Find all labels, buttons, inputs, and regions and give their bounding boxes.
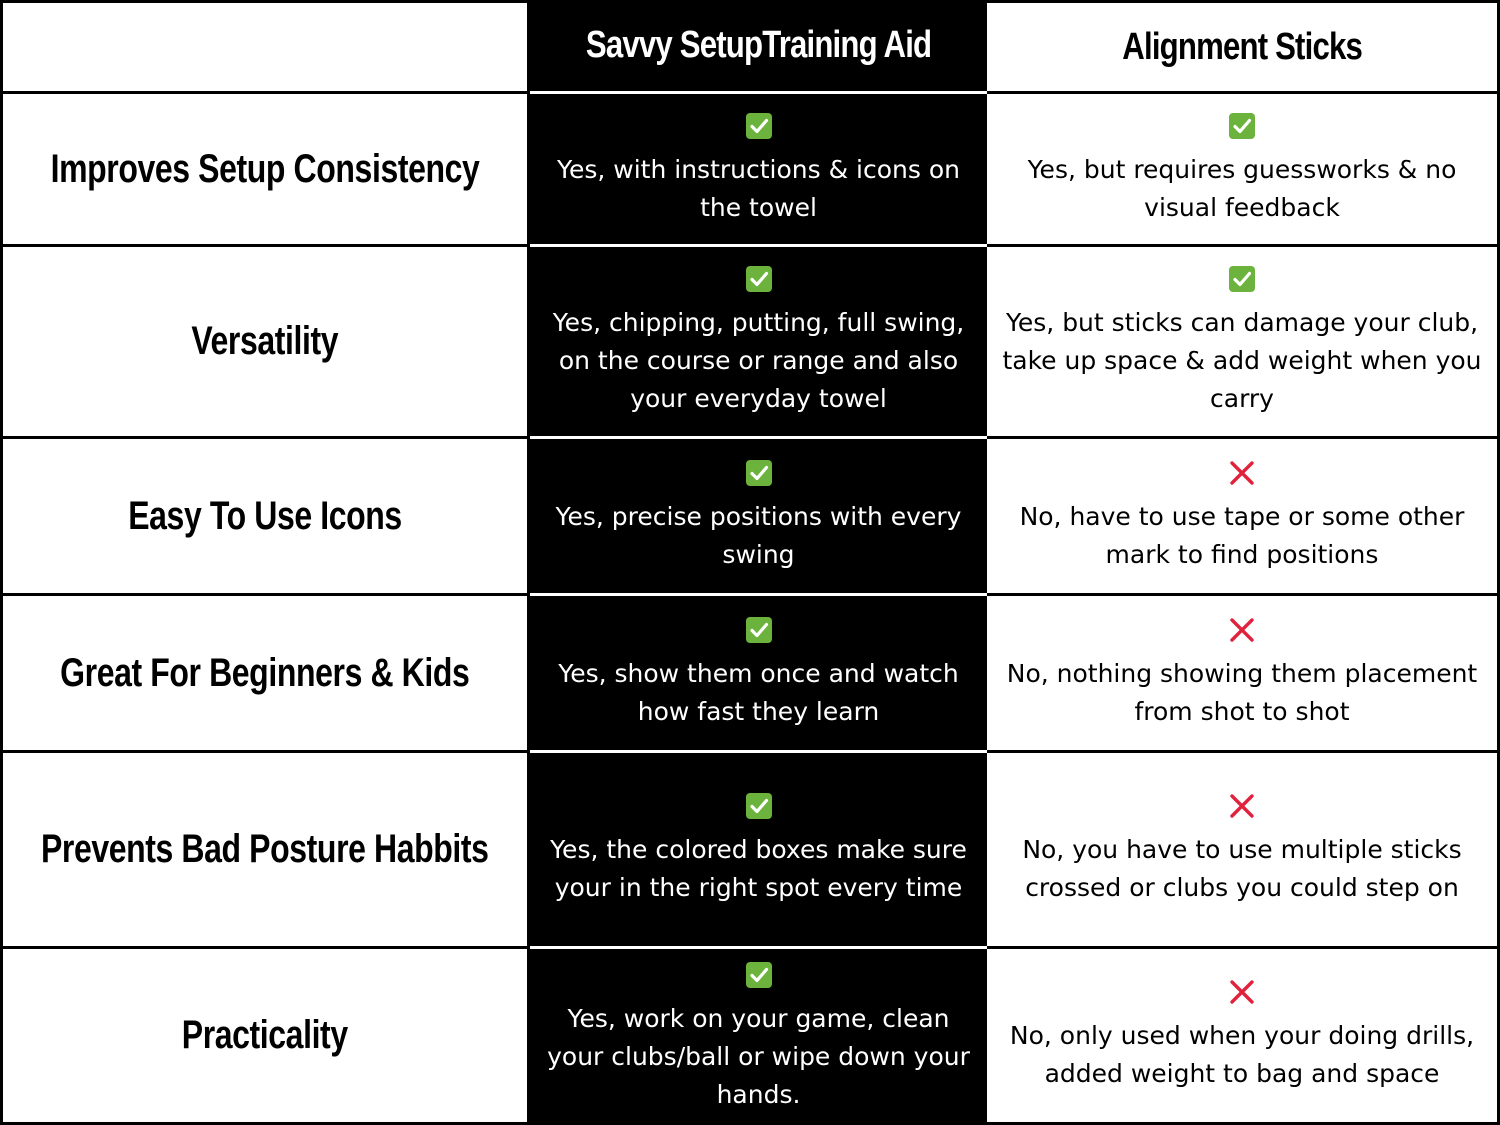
sticks-cell xyxy=(987,750,1500,946)
row-label: Improves Setup Consistency xyxy=(50,146,480,191)
check-icon xyxy=(1228,265,1256,298)
row-label-cell xyxy=(0,244,530,436)
sticks-text: No, have to use tape or some other mark to find positions xyxy=(1019,501,1465,569)
check-icon xyxy=(745,616,773,649)
savvy-cell xyxy=(530,436,987,593)
check-icon xyxy=(745,459,773,492)
sticks-cell xyxy=(987,91,1500,244)
sticks-cell xyxy=(987,593,1500,750)
row-label: Easy To Use Icons xyxy=(128,493,402,538)
sticks-cell xyxy=(987,244,1500,436)
sticks-cell xyxy=(987,436,1500,593)
savvy-text: Yes, chipping, putting, full swing, on the course or range and also your everyday towel xyxy=(552,308,965,413)
row-label-cell xyxy=(0,946,530,1125)
savvy-text: Yes, show them once and watch how fast they learn xyxy=(558,658,959,726)
check-icon xyxy=(1228,112,1256,145)
savvy-cell xyxy=(530,593,987,750)
cross-icon xyxy=(1228,616,1256,649)
sticks-cell xyxy=(987,946,1500,1125)
row-label-cell xyxy=(0,593,530,750)
cross-icon xyxy=(1228,459,1256,492)
savvy-cell xyxy=(530,946,987,1125)
sticks-text: Yes, but requires guessworks & no visual feedback xyxy=(1027,154,1457,222)
row-label: Practicality xyxy=(182,1013,348,1057)
check-icon xyxy=(745,265,773,298)
cross-icon xyxy=(1228,978,1256,1011)
savvy-cell xyxy=(530,750,987,946)
savvy-cell xyxy=(530,91,987,244)
savvy-text: Yes, with instructions & icons on the towel xyxy=(557,154,960,222)
sticks-text: No, nothing showing them placement from shot to shot xyxy=(1006,658,1478,726)
header-savvy-title: Savvy SetupTraining Aid xyxy=(585,24,932,66)
savvy-cell xyxy=(530,244,987,436)
row-label-cell xyxy=(0,91,530,244)
header-sticks-cell xyxy=(987,0,1500,91)
header-savvy-cell xyxy=(530,0,987,91)
check-icon xyxy=(745,961,773,994)
sticks-text: No, only used when your doing drills, added weight to bag and space xyxy=(1009,1021,1475,1088)
cross-icon xyxy=(1228,792,1256,825)
sticks-text: No, you have to use multiple sticks crossed or clubs you could step on xyxy=(1022,835,1462,902)
header-sticks-title: Alignment Sticks xyxy=(1122,25,1362,68)
row-label-cell xyxy=(0,750,530,946)
header-empty-cell xyxy=(0,0,530,91)
check-icon xyxy=(745,792,773,825)
sticks-text: Yes, but sticks can damage your club, take up space & add weight when you carry xyxy=(1002,308,1482,413)
row-label: Prevents Bad Posture Habbits xyxy=(41,827,489,871)
savvy-text: Yes, precise positions with every swing xyxy=(555,501,962,569)
row-label-cell xyxy=(0,436,530,593)
row-label: Versatility xyxy=(191,319,339,363)
row-label: Great For Beginners & Kids xyxy=(60,650,470,695)
savvy-text: Yes, work on your game, clean your clubs/ball or wipe down your hands. xyxy=(547,1003,970,1109)
check-icon xyxy=(745,112,773,145)
savvy-text: Yes, the colored boxes make sure your in the right spot every time xyxy=(550,835,967,902)
